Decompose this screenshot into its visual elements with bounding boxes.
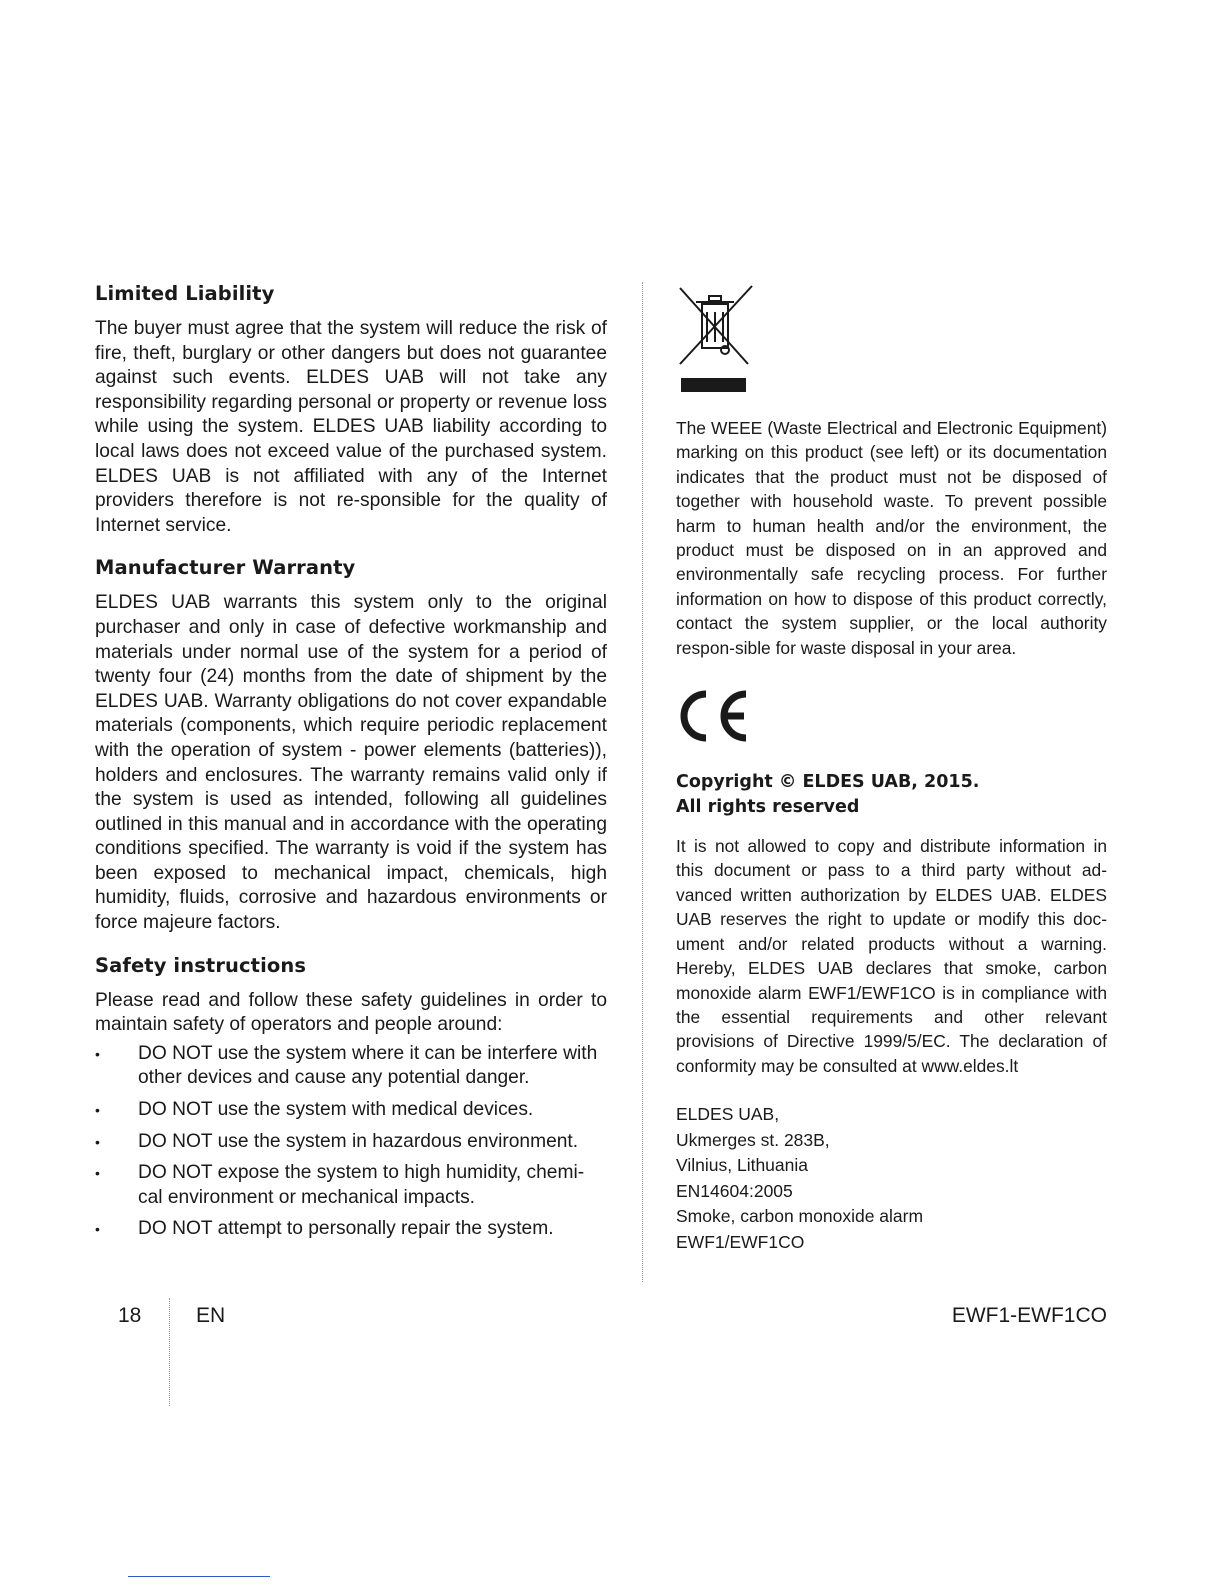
language-label: EN <box>196 1304 226 1327</box>
address-line: Smoke, carbon monoxide alarm <box>676 1206 924 1227</box>
right-column <box>676 282 1107 1255</box>
safety-item: • DO NOT use the system in hazardous environment. <box>95 1130 607 1155</box>
page-number: 18 <box>118 1304 142 1327</box>
bullet-icon: • <box>95 1165 100 1182</box>
safety-section <box>95 954 607 1242</box>
weee-text: The WEEE (Waste Electrical and Electronic Equipment) marking on this product (see left) or its documentation indicates that the product must not be disposed of together with household waste. To prevent possible harm to human health and/or the environment, the product must be disposed on in an approved and environmentally safe recycling process. For further information on how to dispose of this product correctly, contact the system supplier, or the local authority respon-sible for waste disposal in your area. <box>676 418 1107 658</box>
safety-item: • DO NOT attempt to personally repair the system. <box>95 1217 607 1242</box>
warranty-section <box>95 556 607 935</box>
limited-liability-heading: Limited Liability <box>95 282 275 305</box>
ce-mark-icon <box>676 688 1107 744</box>
left-column <box>95 282 607 1260</box>
address-line: Ukmerges st. 283B, <box>676 1129 830 1150</box>
bullet-icon: • <box>95 1133 100 1150</box>
warranty-text: ELDES UAB warrants this system only to the original purchaser and only in case of defective workmanship and materials under normal use of the system for a period of twenty four (24) months from the date of shipment by the ELDES UAB. Warranty obligations do not cover expandable materials (components, which require periodic replacement with the operation of system - power elements (batteries)), holders and enclosures. The warranty remains valid only if the system is used as intended, following all guidelines outlined in this manual and in accordance with the operating conditions specified. The warranty is void if the system has been exposed to mechanical impact, chemicals, high humidity, fluids, corrosive and hazardous environments or force majeure factors. <box>95 592 607 934</box>
weee-crossed-bin-icon <box>676 282 756 394</box>
safety-item: • DO NOT use the system where it can be interfere with other devices and cause any potential danger. <box>95 1042 598 1089</box>
bottom-rule <box>128 1576 270 1577</box>
model-label: EWF1-EWF1CO <box>951 1304 1107 1327</box>
copyright-text: It is not allowed to copy and distribute information in this document or pass to a third party without ad-vanced written authorization by ELDES UAB. ELDES UAB reserves the right to update or modify this doc-ument and/or related products without a warning. Hereby, ELDES UAB declares that smoke, carbon monoxide alarm EWF1/EWF1CO is in compliance with the essential requirements and other relevant provisions of Directive 1999/5/EC. The declaration of conformity may be consulted at www.eldes.lt <box>676 836 1107 1076</box>
column-divider <box>642 282 643 1282</box>
address-line: EN14604:2005 <box>676 1180 793 1201</box>
limited-liability-text: The buyer must agree that the system will reduce the risk of fire, theft, burglary or other dangers but does not guarantee against such events. ELDES UAB will not take any responsibility regarding personal or property or revenue loss while using the system. ELDES UAB liability according to local laws does not exceed value of the purchased system. ELDES UAB is not affiliated with any of the Internet providers therefore is not re-sponsible for the quality of Internet service. <box>95 318 607 536</box>
ce-mark-graphic <box>676 688 756 744</box>
safety-item: • DO NOT expose the system to high humidity, chemi-cal environment or mechanical impacts. <box>95 1162 585 1208</box>
address-line: EWF1/EWF1CO <box>676 1231 805 1252</box>
address-line: ELDES UAB, <box>676 1104 780 1125</box>
safety-heading: Safety instructions <box>95 953 307 977</box>
safety-intro: Please read and follow these safety guidelines in order to maintain safety of operators and people around: <box>95 989 607 1036</box>
weee-black-bar <box>681 378 746 392</box>
address-block <box>676 1102 1107 1255</box>
warranty-heading: Manufacturer Warranty <box>95 556 356 580</box>
limited-liability-section <box>95 282 607 538</box>
address-line: Vilnius, Lithuania <box>676 1155 808 1176</box>
bullet-icon: • <box>95 1102 100 1119</box>
safety-item: • DO NOT use the system with medical devices. <box>95 1098 607 1123</box>
bullet-icon: • <box>95 1045 100 1062</box>
weee-bin-graphic <box>676 282 756 377</box>
safety-list <box>95 1042 607 1242</box>
copyright-line: Copyright © ELDES UAB, 2015. <box>676 772 980 793</box>
footer-divider <box>169 1298 170 1406</box>
rights-line: All rights reserved <box>676 797 860 818</box>
bullet-icon: • <box>95 1221 100 1238</box>
copyright-heading <box>676 770 1107 820</box>
